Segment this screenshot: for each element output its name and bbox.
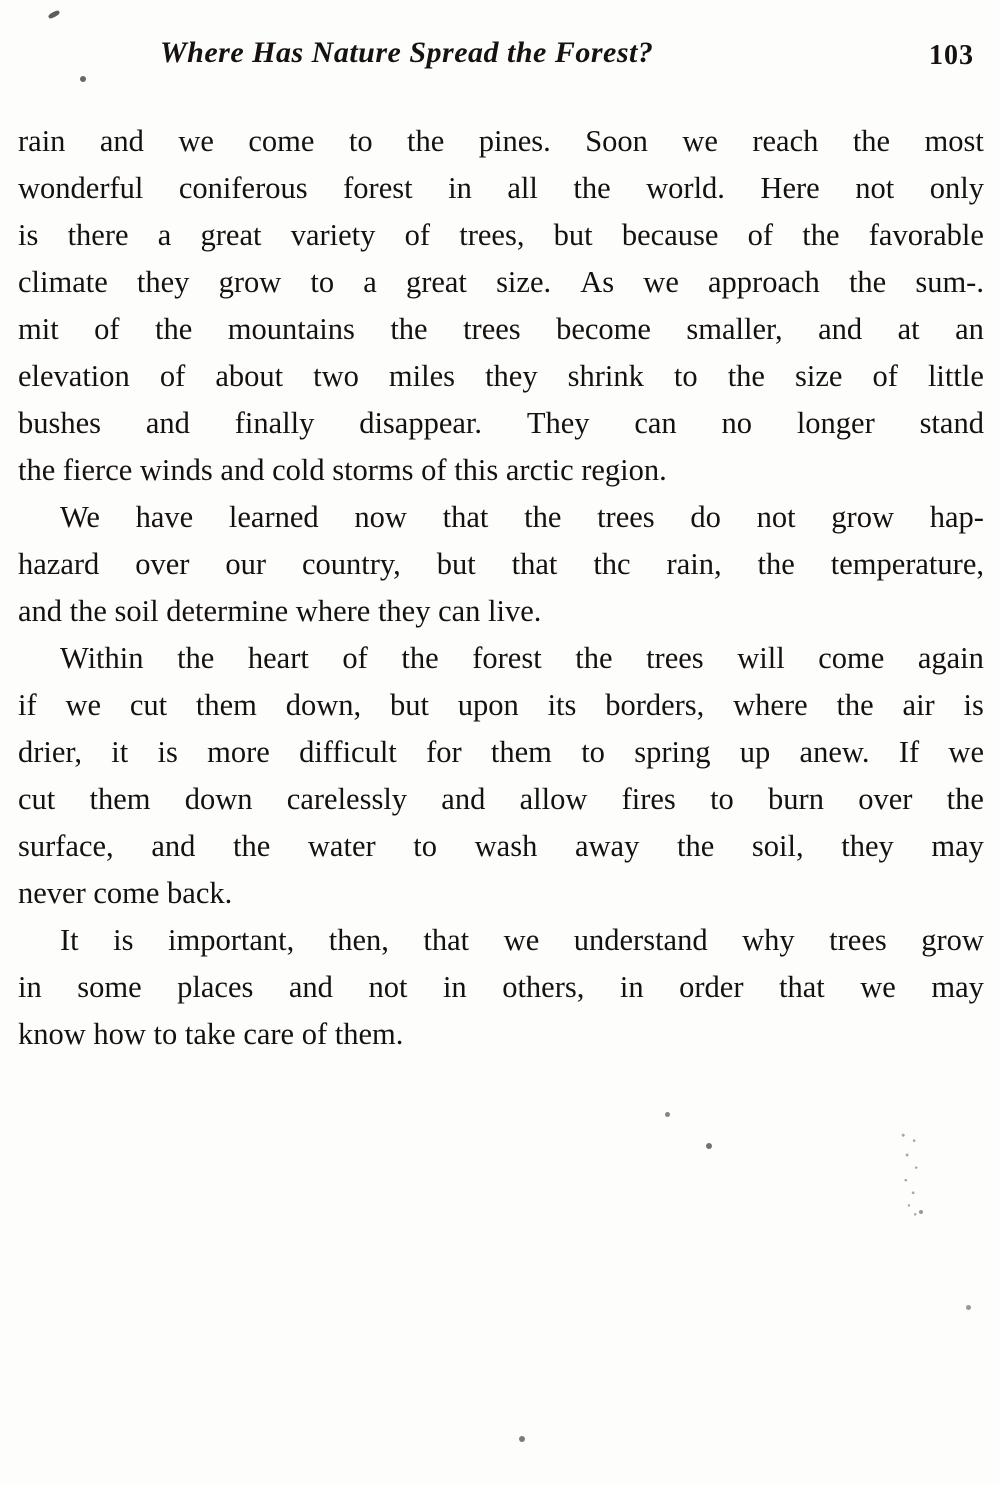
text-line: climate they grow to a great size. As we approach the sum-. (18, 265, 984, 299)
scan-artifact-icon (80, 76, 86, 82)
scan-artifact-icon (706, 1143, 712, 1149)
body-text (18, 118, 984, 1058)
paragraph (18, 494, 984, 635)
running-head (60, 36, 982, 92)
text-line: bushes and finally disappear. They can no longer stand (18, 406, 984, 440)
scan-smudge-icon (898, 1128, 924, 1218)
paragraph (18, 917, 984, 1058)
paragraph (18, 118, 984, 494)
scan-artifact-icon (966, 1305, 971, 1310)
text-line: the fierce winds and cold storms of this arctic region. (18, 453, 667, 487)
text-line: if we cut them down, but upon its borders, where the air is (18, 688, 984, 722)
text-line: know how to take care of them. (18, 1017, 404, 1051)
paragraph (18, 635, 984, 917)
text-line: and the soil determine where they can live. (18, 594, 542, 628)
text-line: surface, and the water to wash away the soil, they may (18, 829, 984, 863)
text-line: Within the heart of the forest the trees will come again (60, 641, 984, 675)
text-line: cut them down carelessly and allow fires to burn over the (18, 782, 984, 816)
text-line: It is important, then, that we understand why trees grow (60, 923, 984, 957)
text-line: hazard over our country, but that thc rain, the temperature, (18, 547, 984, 581)
text-line: in some places and not in others, in order that we may (18, 970, 984, 1004)
text-line: is there a great variety of trees, but because of the favorable (18, 218, 984, 252)
text-line: elevation of about two miles they shrink to the size of little (18, 359, 984, 393)
text-line: We have learned now that the trees do not grow hap- (60, 500, 984, 534)
text-line: wonderful coniferous forest in all the world. Here not only (18, 171, 984, 205)
page-number: 103 (929, 40, 974, 71)
scan-artifact-icon (48, 9, 61, 19)
text-line: rain and we come to the pines. Soon we reach the most (18, 124, 984, 158)
text-line: never come back. (18, 876, 233, 910)
text-line: drier, it is more difficult for them to spring up anew. If we (18, 735, 984, 769)
page-title: Where Has Nature Spread the Forest? (160, 36, 654, 69)
text-line: mit of the mountains the trees become smaller, and at an (18, 312, 984, 346)
scan-artifact-icon (665, 1112, 670, 1117)
scan-artifact-icon (519, 1436, 525, 1442)
